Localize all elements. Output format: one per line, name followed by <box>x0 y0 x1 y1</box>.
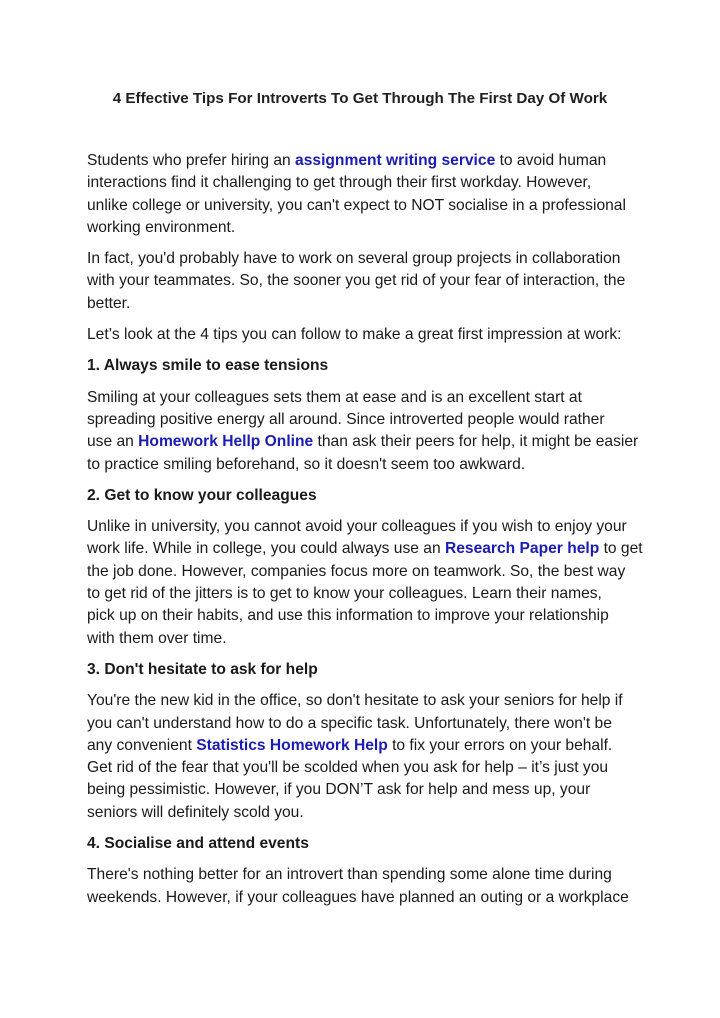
tip-3-paragraph <box>87 690 647 824</box>
tip-2-heading: 2. Get to know your colleagues <box>87 486 317 504</box>
text-line: weekends. However, if your colleagues have planned an outing or a workplace <box>87 888 629 906</box>
text-line: Students who prefer hiring an assignment writing service to avoid human <box>87 152 607 169</box>
tip-1-heading: 1. Always smile to ease tensions <box>87 357 329 375</box>
text-line: Let’s look at the 4 tips you can follow to make a great first impression at work: <box>87 326 622 344</box>
text-line: interactions find it challenging to get through their first workday. However, <box>87 174 592 192</box>
text-line: seniors will definitely scold you. <box>87 803 304 821</box>
research-paper-help-link[interactable]: Research Paper help <box>444 540 600 558</box>
text-line: There's nothing better for an introvert than spending some alone time during <box>87 866 612 884</box>
document-body <box>87 150 647 918</box>
tip-3-heading: 3. Don't hesitate to ask for help <box>87 660 318 678</box>
tip-4-heading: 4. Socialise and attend events <box>87 835 309 853</box>
text-line: Unlike in university, you cannot avoid your colleagues if you wish to enjoy your <box>87 518 627 536</box>
assignment-writing-service-link[interactable]: assignment writing service <box>295 152 496 169</box>
text-line: you can't understand how to do a specific task. Unfortunately, there won't be <box>87 714 612 732</box>
text-line: work life. While in college, you could always use an Research Paper help to get <box>87 540 643 558</box>
text-line: You're the new kid in the office, so don't hesitate to ask your seniors for help if <box>87 692 623 710</box>
text-line: In fact, you'd probably have to work on several group projects in collaboration <box>87 250 621 268</box>
text-line: Get rid of the fear that you'll be scolded when you ask for help – it’s just you <box>87 759 609 777</box>
text-line: with your teammates. So, the sooner you get rid of your fear of interaction, the <box>87 272 626 290</box>
text-line: to practice smiling beforehand, so it doesn't seem too awkward. <box>87 455 526 473</box>
text-line: use an Homework Hellp Online than ask their peers for help, it might be easier <box>87 433 639 451</box>
homework-help-online-link[interactable]: Homework Hellp Online <box>138 433 314 451</box>
tip-1-paragraph <box>87 387 647 476</box>
text-line: Smiling at your colleagues sets them at ease and is an excellent start at <box>87 388 582 406</box>
text-line: working environment. <box>87 218 236 236</box>
text-line: the job done. However, companies focus more on teamwork. So, the best way <box>87 562 626 580</box>
text-line: spreading positive energy all around. Since introverted people would rather <box>87 410 605 428</box>
statistics-homework-help-link[interactable]: Statistics Homework Help <box>196 736 388 754</box>
text-line: unlike college or university, you can't expect to NOT socialise in a professional <box>87 196 626 214</box>
intro-paragraph-3 <box>87 324 647 346</box>
document-title: 4 Effective Tips For Introverts To Get Through The First Day Of Work <box>112 90 608 107</box>
text-line: being pessimistic. However, if you DON’T ask for help and mess up, your <box>87 781 591 799</box>
intro-paragraph-1 <box>87 150 647 239</box>
intro-paragraph-2 <box>87 248 647 315</box>
tip-2-paragraph <box>87 516 647 650</box>
tip-4-paragraph <box>87 864 647 909</box>
text-line: better. <box>87 294 131 312</box>
text-line: pick up on their habits, and use this information to improve your relationship <box>87 607 609 625</box>
text-line: with them over time. <box>87 629 227 647</box>
text-line: to get rid of the jitters is to get to know your colleagues. Learn their names, <box>87 585 602 603</box>
text-line: any convenient Statistics Homework Help to fix your errors on your behalf. <box>87 736 613 754</box>
